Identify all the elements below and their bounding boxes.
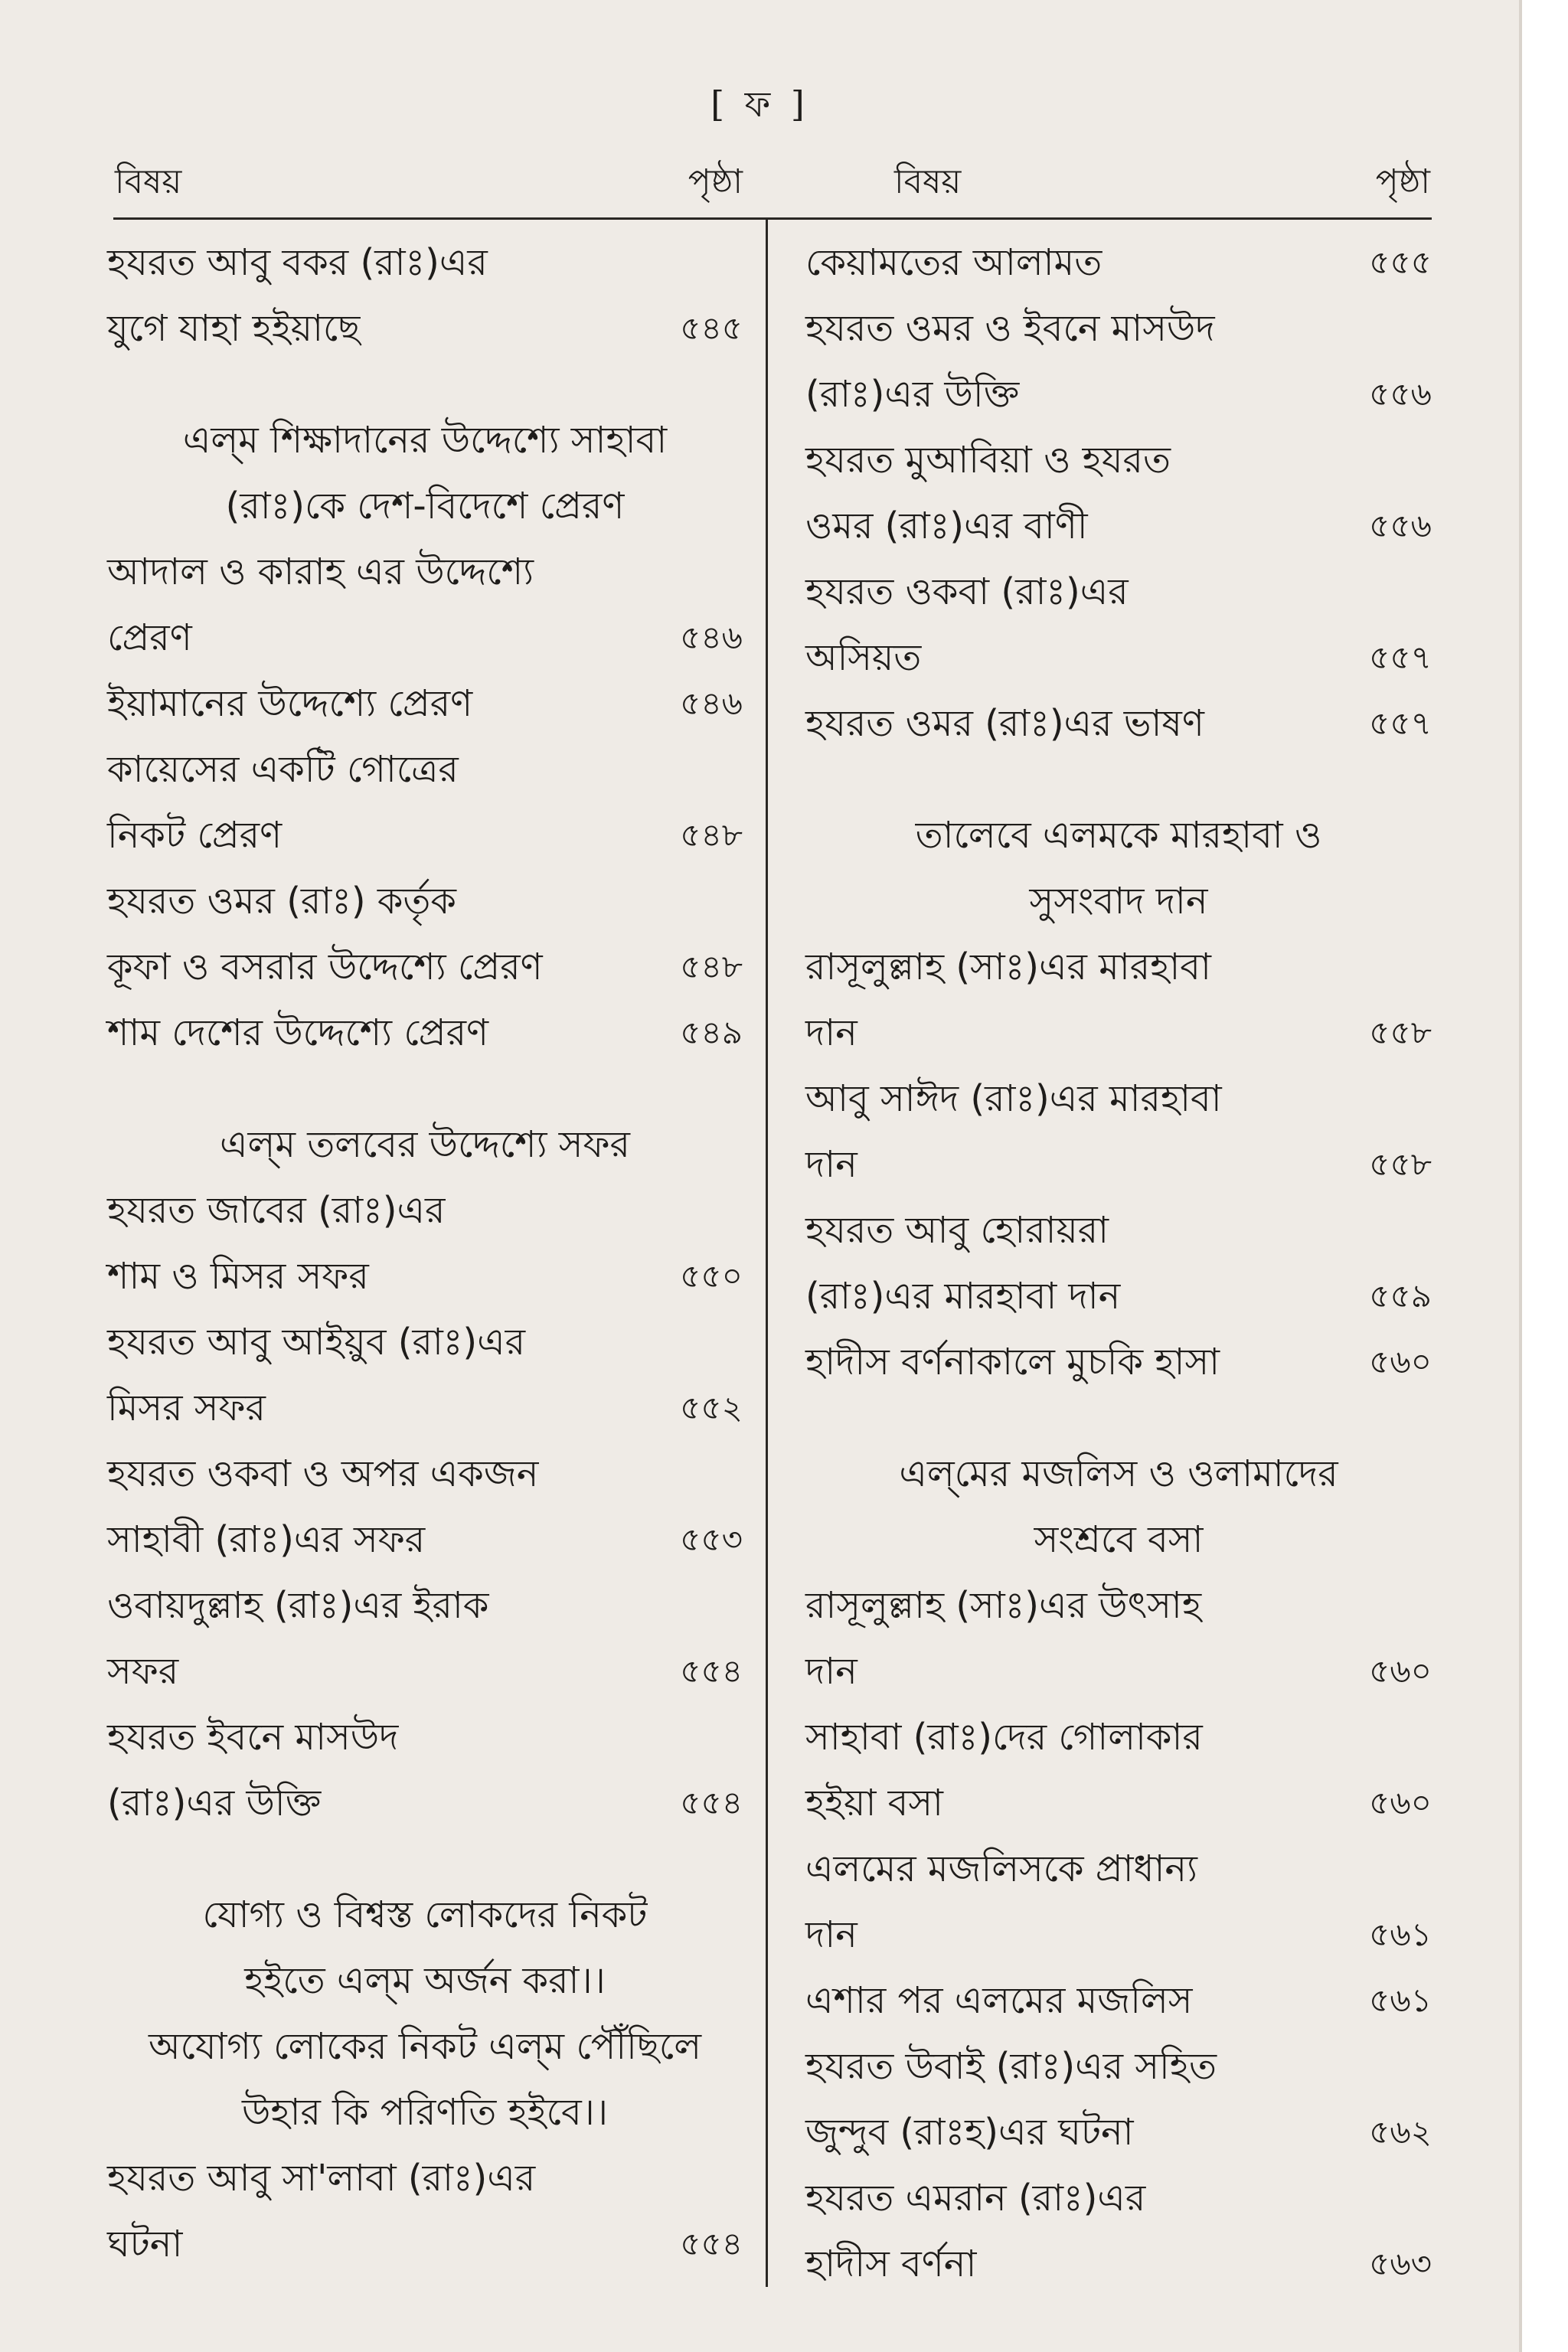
entry-page-number: ৫৫৪ [680,2225,743,2262]
toc-entry [107,934,743,1000]
section-heading-text: সংশ্রবে বসা [1034,1518,1204,1561]
section-heading-text: এল্‌ম শিক্ষাদানের উদ্দেশ্যে সাহাবা [182,419,668,462]
entry-page-number: ৫৬৩ [1369,2245,1432,2282]
entry-page-number: ৫৫৬ [1369,375,1432,413]
entry-title: (রাঃ)এর মারহাবা দান [805,1275,1121,1318]
toc-entry [805,1836,1432,1902]
page-header: পৃষ্ঠা [688,162,743,201]
entry-title: দান [805,1143,858,1186]
toc-entry [107,1178,743,1243]
entry-title: জুন্দুব (রাঃহ)এর ঘটনা [805,2111,1134,2154]
entry-page-number: ৫৫০ [680,1257,743,1295]
section-heading-text: হইতে এল্‌ম অর্জন করা।। [244,1959,606,2002]
entry-title: (রাঃ)এর উক্তি [805,373,1020,416]
entry-title: হযরত এমরান (রাঃ)এর [805,2177,1146,2220]
section-heading [107,473,743,539]
toc-entry [805,1000,1432,1066]
section-heading [107,2014,743,2079]
toc-entry [107,1573,743,1638]
section-gap [805,756,1432,802]
entry-page-number: ৫৫৪ [680,1652,743,1690]
toc-entry [805,1263,1432,1329]
entry-title: কায়েসের একটি গোত্রের [107,748,459,791]
toc-entry [805,1968,1432,2034]
toc-entry [107,539,743,605]
section-heading [805,802,1432,868]
entry-title: হযরত ওমর (রাঃ)এর ভাষণ [805,702,1204,745]
entry-title: হযরত জাবের (রাঃ)এর [107,1189,446,1232]
page-edge [1519,0,1522,2352]
entry-page-number: ৫৫২ [680,1389,743,1426]
entry-title: দান [805,1011,858,1054]
toc-entry [107,671,743,737]
entry-title: হইয়া বসা [805,1782,943,1824]
entry-title: (রাঃ)এর উক্তি [107,1782,322,1824]
entry-page-number: ৫৫৯ [1369,1277,1432,1315]
page-marker: [ ফ ] [710,83,809,125]
entry-title: ঘটনা [107,2223,183,2265]
section-heading [107,1948,743,2014]
toc-entry [805,296,1432,361]
entry-page-number: ৫৫৮ [1369,1014,1432,1051]
entry-page-number: ৫৪৬ [680,684,743,722]
toc-entry [107,868,743,934]
section-heading-text: (রাঃ)কে দেশ-বিদেশে প্রেরণ [225,485,625,528]
toc-entry [107,1704,743,1770]
entry-title: হযরত আবু বকর (রাঃ)এর [107,241,488,284]
toc-entry [805,1132,1432,1197]
entry-title: কূফা ও বসরার উদ্দেশ্যে প্রেরণ [107,946,543,988]
section-heading-text: তালেবে এলমকে মারহাবা ও [915,814,1322,857]
entry-title: হযরত উবাই (রাঃ)এর সহিত [805,2045,1217,2088]
section-heading-text: যোগ্য ও বিশ্বস্ত লোকদের নিকট [202,1893,648,1936]
entry-page-number: ৫৫৭ [1369,704,1432,742]
toc-entry [805,691,1432,756]
entry-title: অসিয়ত [805,636,922,679]
entry-page-number: ৫৬০ [1369,1652,1432,1690]
toc-entry [107,1000,743,1066]
entry-title: মিসর সফর [107,1387,266,1429]
toc-entry [107,605,743,671]
toc-entry [107,2145,743,2211]
entry-title: সাহাবী (রাঃ)এর সফর [107,1518,426,1561]
toc-entry [805,934,1432,1000]
section-heading [107,1112,743,1178]
toc-entry [107,1507,743,1573]
toc-entry [805,2034,1432,2099]
right-column [805,230,1432,2297]
entry-title: ওবায়দুল্লাহ (রাঃ)এর ইরাক [107,1584,489,1627]
entry-page-number: ৫৫৬ [1369,507,1432,544]
section-heading-text: এল্‌ম তলবের উদ্দেশ্যে সফর [220,1123,630,1166]
entry-title: আদাল ও কারাহ এর উদ্দেশ্যে [107,550,534,593]
toc-entry [107,1770,743,1836]
entry-page-number: ৫৬০ [1369,1343,1432,1380]
toc-entry [805,1638,1432,1704]
entry-page-number: ৫৫৪ [680,1784,743,1821]
left-column [107,230,743,2277]
right-column-header [894,158,1430,207]
section-gap [805,1395,1432,1441]
entry-page-number: ৫৬১ [1369,1981,1432,2019]
toc-entry [107,1309,743,1375]
section-heading [805,1441,1432,1507]
subject-header: বিষয় [115,162,182,201]
entry-title: হযরত আবু আইয়ুব (রাঃ)এর [107,1321,525,1364]
section-heading-text: অযোগ্য লোকের নিকট এল্‌ম পৌঁছিলে [149,2025,701,2068]
entry-title: আবু সাঈদ (রাঃ)এর মারহাবা [805,1077,1222,1120]
entry-title: নিকট প্রেরণ [107,814,283,857]
entry-title: হযরত আবু হোরায়রা [805,1209,1109,1252]
subject-header: বিষয় [894,162,962,201]
column-divider [766,220,768,2287]
entry-title: যুগে যাহা হইয়াছে [107,307,361,350]
entry-title: ওমর (রাঃ)এর বাণী [805,505,1088,547]
entry-title: হযরত মুআবিয়া ও হযরত [805,439,1171,482]
entry-page-number: ৫৬২ [1369,2113,1432,2151]
toc-entry [805,230,1432,296]
toc-entry [107,296,743,361]
section-heading-text: উহার কি পরিণতি হইবে।। [241,2091,609,2134]
entry-page-number: ৫৫৮ [1369,1145,1432,1183]
entry-title: রাসূলুল্লাহ (সাঃ)এর মারহাবা [805,946,1211,988]
toc-entry [805,493,1432,559]
entry-page-number: ৫৫৫ [1369,243,1432,281]
toc-entry [805,1770,1432,1836]
section-heading-text: এল্‌মের মজলিস ও ওলামাদের [899,1452,1338,1495]
entry-title: হযরত ইবনে মাসউদ [107,1716,399,1759]
entry-page-number: ৫৬১ [1369,1916,1432,1953]
toc-entry [805,2099,1432,2165]
header-rule [113,217,1432,220]
toc-entry [107,737,743,802]
toc-entry [107,2211,743,2277]
entry-page-number: ৫৪৮ [680,948,743,985]
toc-entry [107,1243,743,1309]
toc-entry [805,1902,1432,1968]
entry-title: এলমের মজলিসকে প্রাধান্য [805,1847,1197,1890]
section-heading [107,407,743,473]
page-header: পৃষ্ঠা [1375,162,1430,201]
entry-title: দান [805,1913,858,1956]
entry-title: হযরত ওকবা ও অপর একজন [107,1452,539,1495]
toc-entry [107,1638,743,1704]
entry-page-number: ৫৪৬ [680,619,743,656]
entry-title: কেয়ামতের আলামত [805,241,1102,284]
entry-title: এশার পর এলমের মজলিস [805,1979,1193,2022]
section-gap [107,1836,743,1882]
toc-entry [805,2231,1432,2297]
toc-entry [107,230,743,296]
section-gap [107,1066,743,1112]
left-column-header [115,158,743,207]
section-heading [805,1507,1432,1573]
entry-title: সাহাবা (রাঃ)দের গোলাকার [805,1716,1203,1759]
toc-entry [805,1197,1432,1263]
toc-entry [805,1329,1432,1395]
entry-title: হযরত ওকবা (রাঃ)এর [805,570,1129,613]
entry-title: শাম ও মিসর সফর [107,1255,369,1298]
entry-page-number: ৫৪৯ [680,1014,743,1051]
toc-entry [805,1066,1432,1132]
section-heading-text: সুসংবাদ দান [1029,880,1208,923]
entry-title: হাদীস বর্ণনাকালে মুচকি হাসা [805,1341,1220,1383]
entry-title: ইয়ামানের উদ্দেশ্যে প্রেরণ [107,682,473,725]
toc-entry [107,802,743,868]
entry-title: হযরত ওমর ও ইবনে মাসউদ [805,307,1215,350]
toc-entry [805,2165,1432,2231]
section-heading [107,2079,743,2145]
entry-page-number: ৫৪৮ [680,816,743,854]
toc-entry [805,559,1432,625]
toc-entry [805,427,1432,493]
entry-title: রাসূলুল্লাহ (সাঃ)এর উৎসাহ [805,1584,1202,1627]
toc-entry [805,1573,1432,1638]
entry-title: হাদীস বর্ণনা [805,2243,977,2285]
entry-page-number: ৫৫৩ [680,1521,743,1558]
section-gap [107,361,743,407]
entry-page-number: ৫৫৭ [1369,639,1432,676]
toc-entry [107,1441,743,1507]
section-heading [107,1882,743,1948]
entry-title: দান [805,1650,858,1693]
toc-list-right [805,230,1432,2297]
toc-entry [805,1704,1432,1770]
entry-title: প্রেরণ [107,616,192,659]
entry-page-number: ৫৪৫ [680,309,743,347]
entry-title: হযরত ওমর (রাঃ) কর্তৃক [107,880,456,923]
entry-title: হযরত আবু সা'লাবা (রাঃ)এর [107,2157,536,2200]
section-heading [805,868,1432,934]
toc-list-left [107,230,743,2277]
toc-entry [805,361,1432,427]
toc-entry [107,1375,743,1441]
toc-entry [805,625,1432,691]
entry-title: সফর [107,1650,179,1693]
entry-title: শাম দেশের উদ্দেশ্যে প্রেরণ [107,1011,489,1054]
entry-page-number: ৫৬০ [1369,1784,1432,1821]
